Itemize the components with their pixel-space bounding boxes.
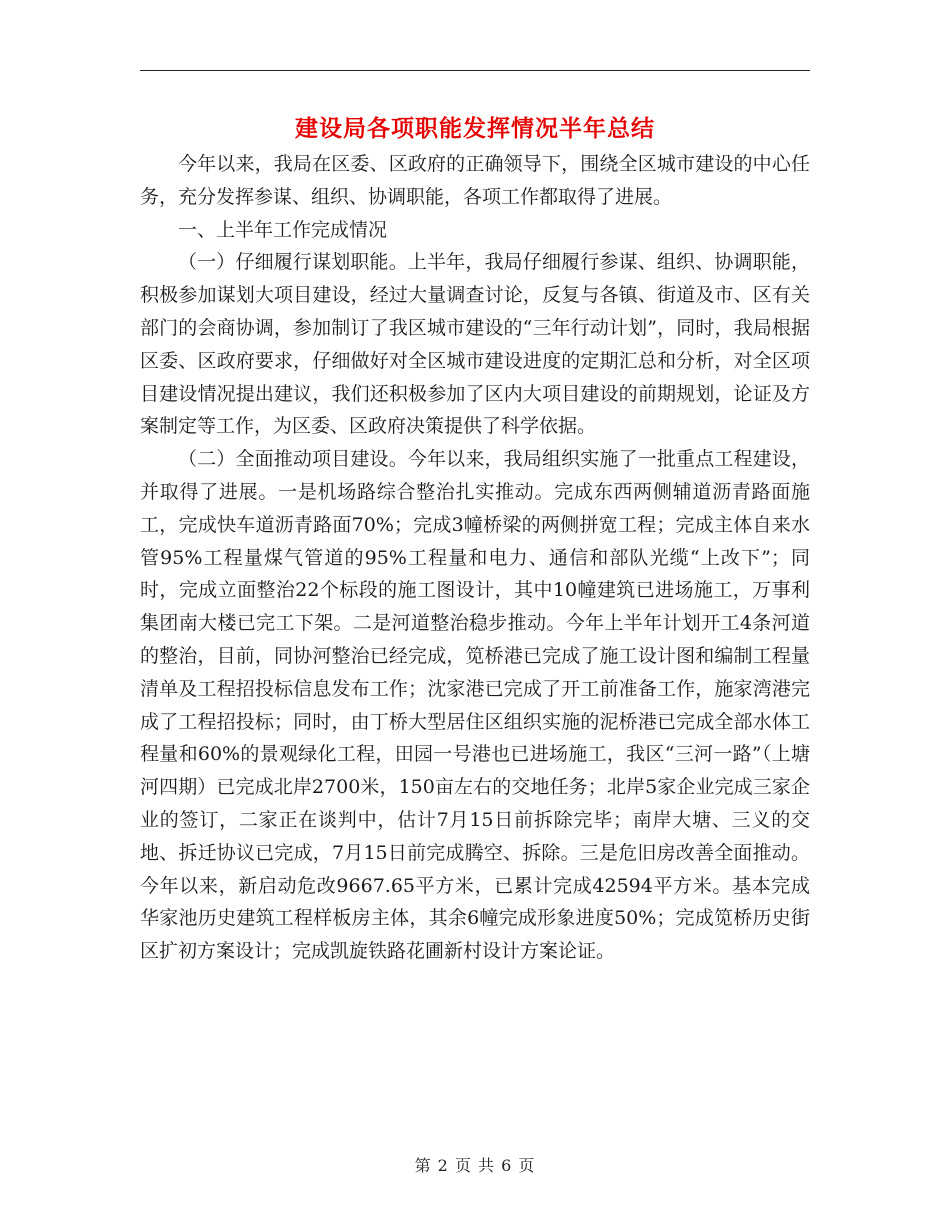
page-number: 第 2 页 共 6 页 — [414, 1156, 536, 1175]
body-paragraph-planning: （一）仔细履行谋划职能。上半年，我局仔细履行参谋、组织、协调职能，积极参加谋划大项目建设，经过大量调查讨论，反复与各镇、街道及市、区有关部门的会商协调，参加制订了我区城市建设的“三年行动计划”，同时，我局根据区委、区政府要求，仔细做好对全区城市建设进度的定期汇总和分析，对全区项目建设情况提出建议，我们还积极参加了区内大项目建设的前期规划，论证及方案制定等工作，为区委、区政府决策提供了科学依据。 — [140, 251, 810, 438]
document-title: 建设局各项职能发挥情况半年总结 — [295, 115, 655, 142]
section-heading: 一、上半年工作完成情况 — [178, 218, 388, 241]
intro-paragraph: 今年以来，我局在区委、区政府的正确领导下，围绕全区城市建设的中心任务，充分发挥参谋、组织、协调职能，各项工作都取得了进展。 — [140, 153, 810, 208]
header-rule — [140, 70, 810, 71]
document-body — [140, 148, 810, 968]
body-paragraph-projects: （二）全面推动项目建设。今年以来，我局组织实施了一批重点工程建设，并取得了进展。一是机场路综合整治扎实推动。完成东西两侧辅道沥青路面施工，完成快车道沥青路面70%；完成3幢桥梁的两侧拼宽工程；完成主体自来水管95%工程量煤气管道的95%工程量和电力、通信和部队光缆“上改下”；同时，完成立面整治22个标段的施工图设计，其中10幢建筑已进场施工，万事利集团南大楼已完工下架。二是河道整治稳步推动。今年上半年计划开工4条河道的整治，目前，同协河整治已经完成，笕桥港已完成了施工设计图和编制工程量清单及工程招投标信息发布工作；沈家港已完成了开工前准备工作，施家湾港完成了工程招投标；同时，由丁桥大型居住区组织实施的泥桥港已完成全部水体工程量和60%的景观绿化工程，田园一号港也已进场施工，我区“三河一路”（上塘河四期）已完成北岸2700米，150亩左右的交地任务；北岸5家企业完成三家企业的签订，二家正在谈判中，估计7月15日前拆除完毕；南岸大塘、三义的交地、拆迁协议已完成，7月15日前完成腾空、拆除。三是危旧房改善全面推动。今年以来，新启动危改9667.65平方米，已累计完成42594平方米。基本完成华家池历史建筑工程样板房主体，其余6幢完成形象进度50%；完成笕桥历史街区扩初方案设计；完成凯旋铁路花圃新村设计方案论证。 — [140, 448, 810, 963]
